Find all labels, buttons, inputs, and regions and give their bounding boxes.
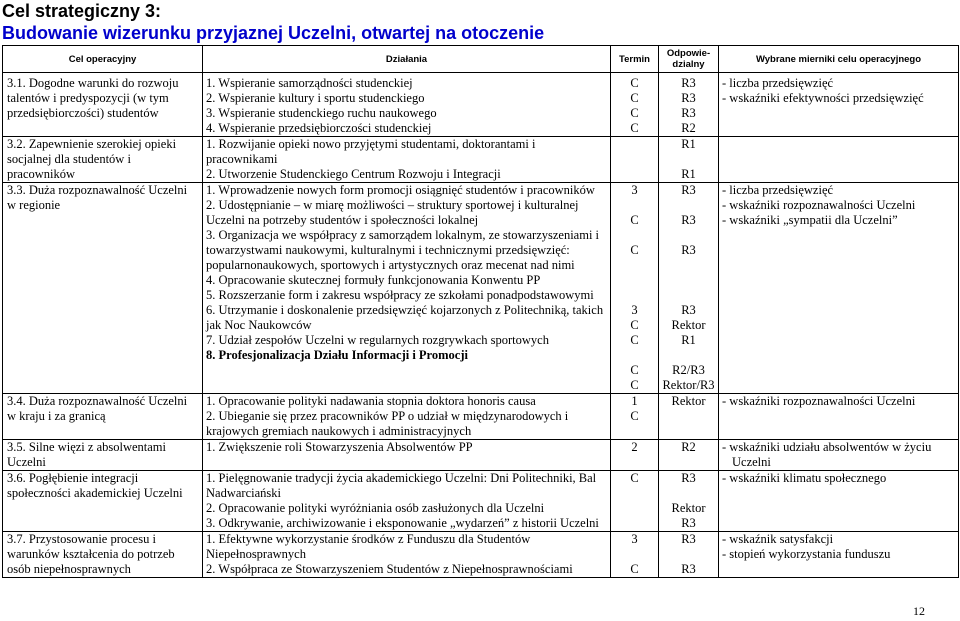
table-row bbox=[3, 394, 959, 440]
page-title: Cel strategiczny 3: bbox=[2, 1, 162, 21]
table-row bbox=[3, 532, 959, 578]
term-cell: 3 C bbox=[611, 532, 659, 578]
term-cell: C C C C bbox=[611, 73, 659, 137]
actions-cell: 1. Efektywne wykorzystanie środków z Funduszu dla Studentów Niepełnosprawnych 2. Współpraca ze Stowarzyszeniem Studentów z Niepełnosprawnościami bbox=[203, 532, 611, 578]
resp-cell: R1 R1 bbox=[659, 137, 719, 183]
resp-cell: R2 bbox=[659, 440, 719, 471]
header-goal: Cel operacyjny bbox=[3, 46, 203, 73]
term-cell: 2 bbox=[611, 440, 659, 471]
header-actions: Działania bbox=[203, 46, 611, 73]
resp-cell: R3 R3 bbox=[659, 532, 719, 578]
table-row bbox=[3, 73, 959, 137]
term-cell: 1 C bbox=[611, 394, 659, 440]
resp-cell: R3 R3 R3 R2 bbox=[659, 73, 719, 137]
actions-cell: 1. Rozwijanie opieki nowo przyjętymi studentami, doktorantami i pracownikami 2. Utworzenie Studenckiego Centrum Rozwoju i Integracji bbox=[203, 137, 611, 183]
actions-cell: 1. Wspieranie samorządności studenckiej 2. Wspieranie kultury i sportu studenckiego 3. Wspieranie studenckiego ruchu naukowego 4. Wspieranie przedsiębiorczości studenckiej bbox=[203, 73, 611, 137]
goal-cell: 3.1. Dogodne warunki do rozwoju talentów i predyspozycji (w tym przedsiębiorczości) studentów bbox=[3, 73, 203, 137]
actions-cell: 1. Opracowanie polityki nadawania stopnia doktora honoris causa 2. Ubieganie się przez pracowników PP o udział w międzynarodowych i krajowych gremiach naukowych i administracyjnych bbox=[203, 394, 611, 440]
measures-cell: - liczba przedsięwzięć - wskaźniki rozpoznawalności Uczelni - wskaźniki „sympatii dla Uczelni” bbox=[719, 183, 959, 394]
measures-cell: - wskaźniki udziału absolwentów w życiu Uczelni bbox=[719, 440, 959, 471]
actions-cell: 1. Wprowadzenie nowych form promocji osiągnięć studentów i pracowników 2. Udostępnianie – w miarę możliwości – struktury sportowej i kulturalnej Uczelni na potrzeby studentów i społeczności lokalnej 3. Organizacja we współpracy z samorządem lokalnym, ze stowarzyszeniami i towarzystwami naukowymi, kulturalnymi i technicznymi przedsięwzięć: popularnonaukowych, sportowych i artystycznych oraz mecenat nad nimi 4. Opracowanie skutecznej formuły funkcjonowania Konwentu PP 5. Rozszerzanie form i zakresu współpracy ze szkołami ponadpodstawowymi 6. Utrzymanie i doskonalenie przedsięwzięć kojarzonych z Politechniką, takich jak Noc Naukowców 7. Udział zespołów Uczelni w regularnych rozgrywkach sportowych 8. Profesjonalizacja Działu Informacji i Promocji bbox=[203, 183, 611, 394]
measures-cell: - liczba przedsięwzięć - wskaźniki efektywności przedsięwzięć bbox=[719, 73, 959, 137]
goal-cell: 3.2. Zapewnienie szerokiej opieki socjalnej dla studentów i pracowników bbox=[3, 137, 203, 183]
measures-cell: - wskaźnik satysfakcji - stopień wykorzystania funduszu bbox=[719, 532, 959, 578]
measures-cell: - wskaźniki rozpoznawalności Uczelni bbox=[719, 394, 959, 440]
actions-cell: 1. Pielęgnowanie tradycji życia akademickiego Uczelni: Dni Politechniki, Bal Nadwarciański 2. Opracowanie polityki wyróżniania osób zasłużonych dla Uczelni 3. Odkrywanie, archiwizowanie i eksponowanie „wydarzeń” z historii Uczelni bbox=[203, 471, 611, 532]
goal-cell: 3.4. Duża rozpoznawalność Uczelni w kraju i za granicą bbox=[3, 394, 203, 440]
page-subtitle: Budowanie wizerunku przyjaznej Uczelni, otwartej na otoczenie bbox=[2, 23, 545, 43]
table-row bbox=[3, 183, 959, 394]
plan-table bbox=[2, 45, 959, 578]
resp-cell: R3 Rektor R3 bbox=[659, 471, 719, 532]
goal-cell: 3.3. Duża rozpoznawalność Uczelni w regionie bbox=[3, 183, 203, 394]
resp-cell: R3 R3 R3 R3 Rektor R1 R2/R3 Rektor/R3 bbox=[659, 183, 719, 394]
header-resp: Odpowie-dzialny bbox=[659, 46, 719, 73]
actions-cell: 1. Zwiększenie roli Stowarzyszenia Absolwentów PP bbox=[203, 440, 611, 471]
table-row bbox=[3, 137, 959, 183]
header-measures: Wybrane mierniki celu operacyjnego bbox=[719, 46, 959, 73]
resp-cell: Rektor bbox=[659, 394, 719, 440]
goal-cell: 3.7. Przystosowanie procesu i warunków kształcenia do potrzeb osób niepełnosprawnych bbox=[3, 532, 203, 578]
term-cell: C bbox=[611, 471, 659, 532]
header-term: Termin bbox=[611, 46, 659, 73]
term-cell: 3 C C 3 C C C C bbox=[611, 183, 659, 394]
goal-cell: 3.6. Pogłębienie integracji społeczności akademickiej Uczelni bbox=[3, 471, 203, 532]
goal-cell: 3.5. Silne więzi z absolwentami Uczelni bbox=[3, 440, 203, 471]
page-number: 12 bbox=[913, 604, 925, 618]
measures-cell bbox=[719, 137, 959, 183]
table-row bbox=[3, 440, 959, 471]
term-cell bbox=[611, 137, 659, 183]
table-row bbox=[3, 471, 959, 532]
measures-cell: - wskaźniki klimatu społecznego bbox=[719, 471, 959, 532]
